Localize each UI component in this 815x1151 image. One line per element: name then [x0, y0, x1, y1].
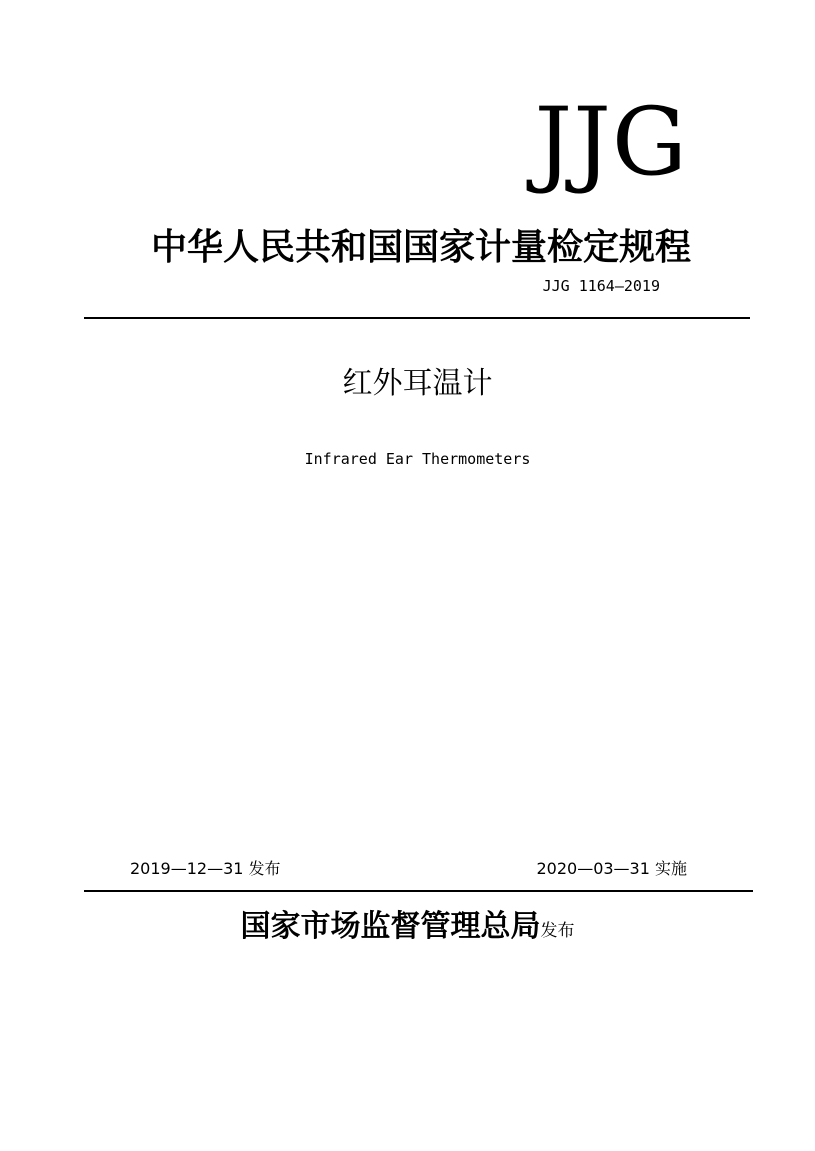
effective-date: 2020—03—31 实施	[536, 859, 687, 878]
document-title-english: Infrared Ear Thermometers	[304, 450, 531, 468]
bottom-divider	[84, 890, 753, 892]
authority-name: 国家市场监督管理总局	[240, 909, 541, 944]
authority-suffix: 发布	[540, 921, 575, 941]
release-date: 2019—12—31 发布	[130, 859, 281, 878]
jjg-logo: JJG	[534, 88, 688, 197]
standard-number: JJG 1164—2019	[542, 277, 660, 295]
top-divider	[84, 317, 750, 319]
document-title-chinese: 红外耳温计	[342, 366, 493, 401]
regulation-category-title: 中华人民共和国国家计量检定规程	[151, 227, 692, 268]
issuing-authority	[0, 907, 815, 947]
